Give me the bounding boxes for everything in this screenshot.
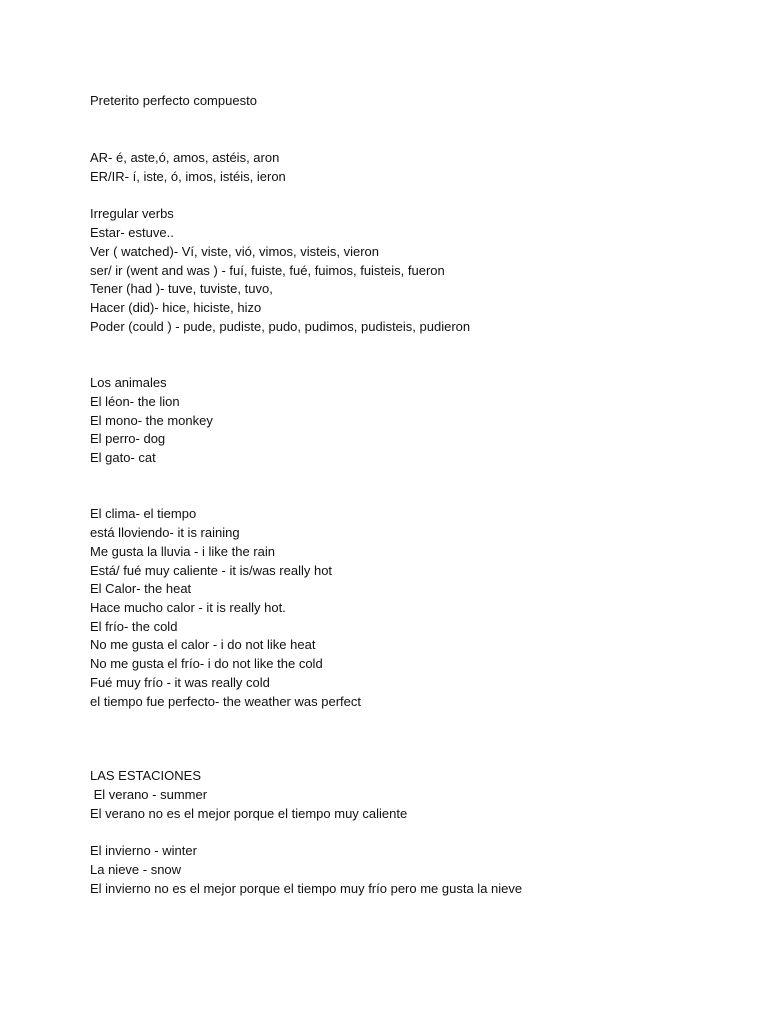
weather-line: Hace mucho calor - it is really hot.: [90, 600, 286, 615]
animal-line: El perro- dog: [90, 431, 166, 446]
weather-line: Está/ fué muy caliente - it is/was really hot: [90, 563, 333, 578]
irregular-verb-line: Hacer (did)- hice, hiciste, hizo: [90, 300, 262, 315]
season-line: El invierno - winter: [90, 843, 197, 858]
season-line: El verano - summer: [90, 787, 208, 802]
animals-heading: Los animales: [90, 375, 167, 390]
weather-line: el tiempo fue perfecto- the weather was perfect: [90, 694, 361, 709]
weather-line: está lloviendo- it is raining: [90, 525, 240, 540]
weather-line: El Calor- the heat: [90, 581, 192, 596]
document-title: Preterito perfecto compuesto: [90, 93, 257, 108]
irregular-verbs-heading: Irregular verbs: [90, 206, 174, 221]
weather-line: El frío- the cold: [90, 619, 178, 634]
irregular-verb-line: Tener (had )- tuve, tuviste, tuvo,: [90, 281, 273, 296]
ar-endings-line: AR- é, aste,ó, amos, astéis, aron: [90, 150, 280, 165]
seasons-heading: LAS ESTACIONES: [90, 768, 202, 783]
weather-line: No me gusta el calor - i do not like heat: [90, 637, 316, 652]
weather-line: No me gusta el frío- i do not like the cold: [90, 656, 323, 671]
er-ir-endings-line: ER/IR- í, iste, ó, imos, istéis, ieron: [90, 169, 286, 184]
animal-line: El léon- the lion: [90, 394, 180, 409]
irregular-verb-line: Estar- estuve..: [90, 225, 174, 240]
season-line: El verano no es el mejor porque el tiempo muy caliente: [90, 806, 408, 821]
weather-line: Fué muy frío - it was really cold: [90, 675, 270, 690]
weather-heading: El clima- el tiempo: [90, 506, 197, 521]
irregular-verb-line: Poder (could ) - pude, pudiste, pudo, pudimos, pudisteis, pudieron: [90, 319, 471, 334]
weather-line: Me gusta la lluvia - i like the rain: [90, 544, 275, 559]
animal-line: El gato- cat: [90, 450, 156, 465]
season-line: La nieve - snow: [90, 862, 182, 877]
season-line: El invierno no es el mejor porque el tiempo muy frío pero me gusta la nieve: [90, 881, 523, 896]
animal-line: El mono- the monkey: [90, 413, 213, 428]
irregular-verb-line: ser/ ir (went and was ) - fuí, fuiste, fué, fuimos, fuisteis, fueron: [90, 263, 445, 278]
irregular-verb-line: Ver ( watched)- Ví, viste, vió, vimos, visteis, vieron: [90, 244, 379, 259]
